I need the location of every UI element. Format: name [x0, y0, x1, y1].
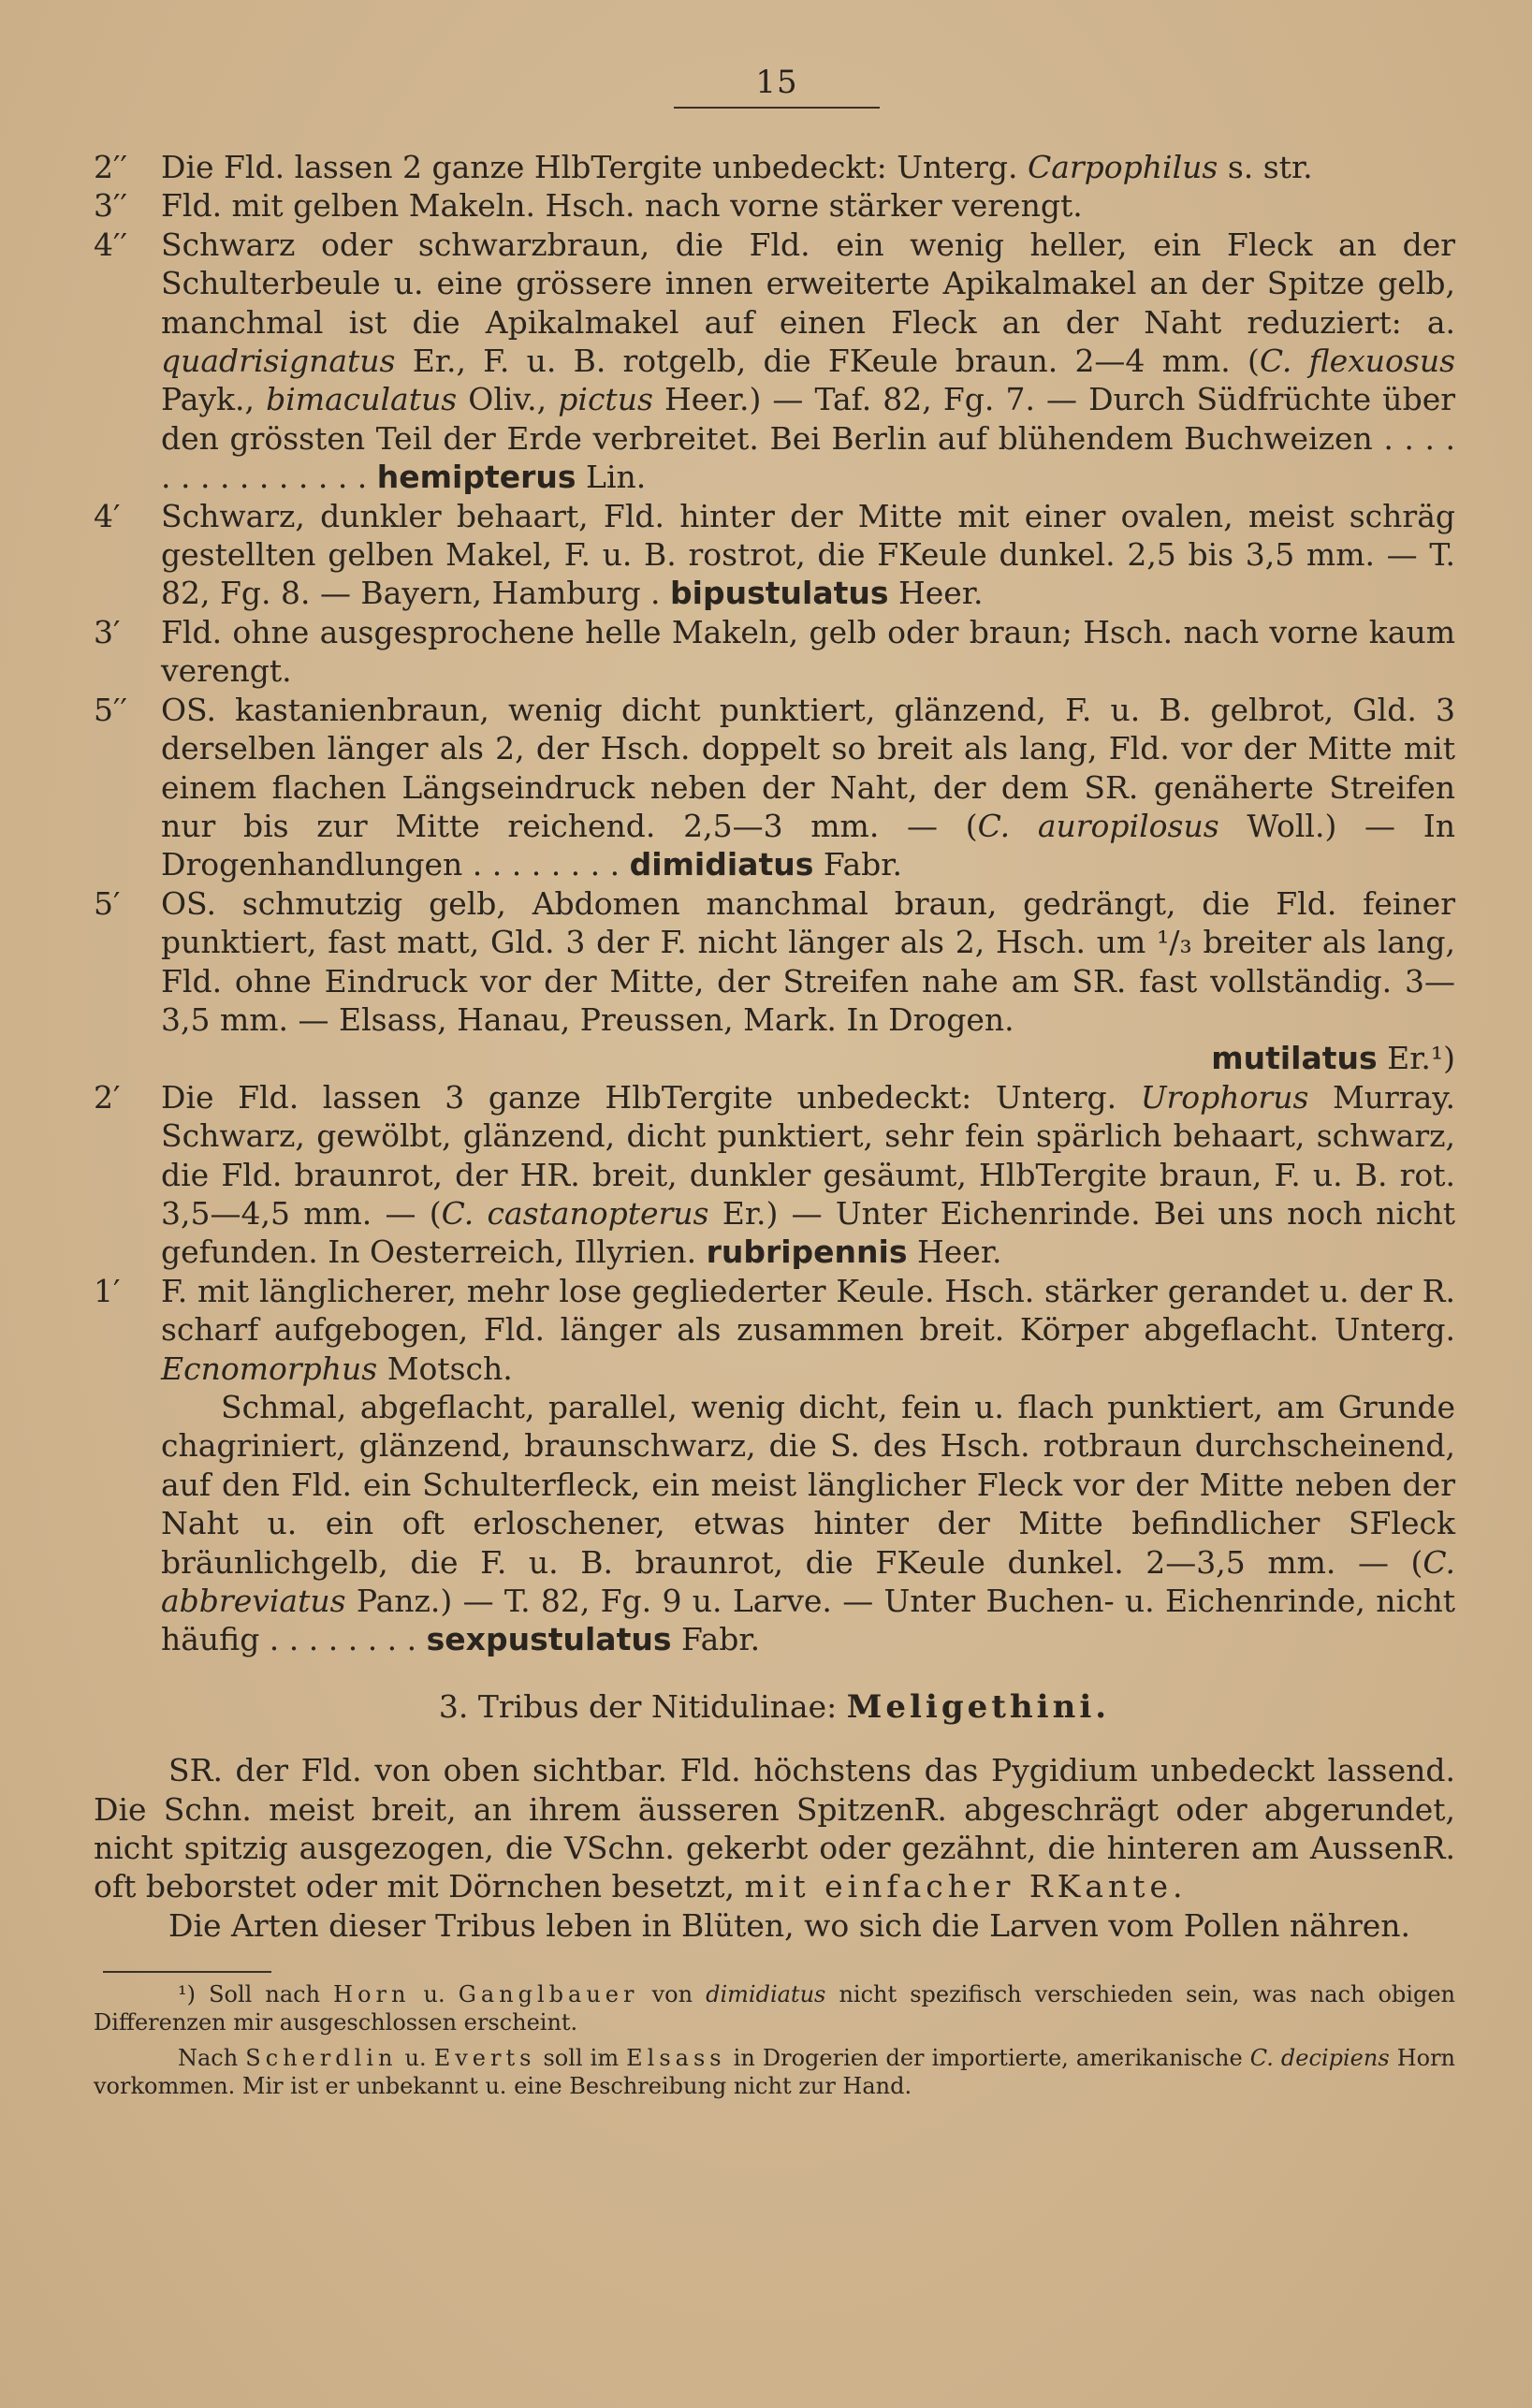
species-name: sexpustulatus — [426, 1621, 672, 1658]
key-entry-5p — [94, 884, 1455, 1078]
entry-number: 3′′ — [94, 187, 127, 225]
species-name: dimidiatus — [629, 846, 814, 883]
entry-text: Murray. Schwarz, gewölbt, glänzend, dicht punktiert, sehr fein spärlich behaart, schwarz, die Fld. braunrot, der HR. breit, dunkler gesäumt, HlbTergite braun, F. u. B. rot. 3,5—4,5 mm. — ( — [161, 1078, 1455, 1232]
author-name: Scherdlin — [245, 2045, 398, 2072]
synonym-name: C. abbreviatus — [161, 1543, 1455, 1620]
entry-text: Schwarz, dunkler behaart, Fld. hinter der Mitte mit einer ovalen, meist schräg gestellten gelben Makel, F. u. B. rostrot, die FKeule dunkel. 2,5 bis 3,5 mm. — T. 82, Fg. 8. — Bayern, Hamburg . — [161, 497, 1455, 612]
entry-text: s. str. — [1218, 149, 1313, 185]
entry-text: Die Fld. lassen 2 ganze HlbTergite unbedeckt: Unterg. — [161, 149, 1028, 185]
synonym-name: C. auropilosus — [977, 807, 1219, 844]
paragraph-text: SR. der Fld. von oben sichtbar. Fld. höchstens das Pygidium unbedeckt lassend. Die Schn. meist breit, an ihrem äusseren SpitzenR. abgeschrägt oder abgerundet, nicht spitzig ausgezogen, die VSchn. gekerbt oder gezähnt, die hinteren am AussenR. oft beborstet oder mit Dörnchen besetzt, — [94, 1752, 1455, 1905]
footnote-2 — [94, 2044, 1455, 2100]
species-name: C. decipiens — [1249, 2045, 1390, 2072]
genus-name: Urophorus — [1140, 1078, 1309, 1116]
tribe-biology — [94, 1906, 1455, 1945]
species-name: rubripennis — [706, 1233, 908, 1271]
entry-text: Woll.) — In Drogenhandlungen . . . . . . . . — [161, 807, 1455, 883]
entry-number: 2′ — [94, 1078, 121, 1116]
genus-name: Carpophilus — [1027, 149, 1218, 185]
entry-number: 3′ — [94, 613, 121, 650]
key-entry-4pp — [94, 226, 1455, 497]
entry-text: Heer. — [888, 575, 984, 612]
synonym-name: C. castanopterus — [441, 1194, 709, 1232]
key-entry-5pp — [94, 691, 1455, 884]
entry-text: Die Fld. lassen 3 ganze HlbTergite unbedeckt: Unterg. — [161, 1078, 1141, 1116]
species-description — [94, 1388, 1455, 1659]
key-entry-2p — [94, 1078, 1455, 1272]
entry-text: Heer. — [907, 1233, 1002, 1271]
species-name: bipustulatus — [670, 575, 889, 612]
entry-text: Panz.) — T. 82, Fg. 9 u. Larve. — Unter Buchen- u. Eichenrinde, nicht häufig . . . . . . . . — [161, 1583, 1455, 1658]
author-name: Ganglbauer — [458, 1981, 639, 2008]
entry-text: Oliv., — [457, 381, 559, 418]
entry-text: Lin. — [576, 459, 647, 496]
entry-number: 2′′ — [94, 149, 127, 185]
entry-text: Motsch. — [377, 1350, 513, 1387]
entry-number: 5′′ — [94, 691, 127, 728]
entry-text: Fabr. — [813, 846, 902, 883]
species-name: mutilatus — [1211, 1040, 1378, 1077]
synonym-name: bimaculatus — [266, 381, 458, 418]
entry-number: 4′′ — [94, 226, 127, 263]
key-entry-4p — [94, 497, 1455, 613]
entry-text: Fld. ohne ausgesprochene helle Makeln, gelb oder braun; Hsch. nach vorne kaum verengt. — [161, 613, 1455, 690]
entry-text: Er.) — Unter Eichenrinde. Bei uns noch nicht gefunden. In Oesterreich, Illyrien. — [161, 1194, 1455, 1271]
entry-text: Fld. mit gelben Makeln. Hsch. nach vorne stärker verengt. — [161, 187, 1083, 225]
genus-name: Ecnomorphus — [161, 1350, 378, 1387]
entry-text: Er.¹) — [1377, 1040, 1455, 1077]
footnote-text: u. — [410, 1981, 459, 2008]
entry-text: OS. schmutzig gelb, Abdomen manchmal braun, gedrängt, die Fld. feiner punktiert, fast matt, Gld. 3 der F. nicht länger als 2, Hsch. um ¹/₃ breiter als lang, Fld. ohne Eindruck vor der Mitte, der Streifen nahe am SR. fast vollständig. 3—3,5 mm. — Elsass, Hanau, Preussen, Mark. In Drogen. — [161, 884, 1455, 1038]
footnote-rule — [103, 1971, 271, 1973]
tribe-heading-prefix: 3. Tribus der Nitidulinae: — [438, 1687, 847, 1725]
page-number-rule — [674, 107, 880, 109]
footnote-1 — [94, 1980, 1455, 2036]
tribe-heading — [94, 1687, 1455, 1727]
key-entry-2pp — [94, 148, 1455, 186]
synonym-name: C. flexuosus — [1259, 343, 1456, 380]
entry-number: 1′ — [94, 1272, 121, 1309]
variety-name: quadrisignatus — [161, 343, 396, 380]
paragraph-text: Die Arten dieser Tribus leben in Blüten, wo sich die Larven vom Pollen nähren. — [168, 1906, 1411, 1944]
key-entry-3p — [94, 613, 1455, 691]
entry-text: Heer.) — Taf. 82, Fg. 7. — Durch Südfrüchte über den grössten Teil der Erde verbreitet. Bei Berlin auf blühendem Buchweizen . . . . . . . . . . . . . . . — [161, 381, 1455, 496]
tribe-heading-title: Meligethini. — [846, 1687, 1111, 1726]
spaced-text: mit einfacher RKante. — [744, 1868, 1188, 1905]
tribe-description — [94, 1751, 1455, 1906]
key-entry-3pp — [94, 186, 1455, 225]
footnote-text: u. — [397, 2045, 434, 2072]
place-name: Elsass — [626, 2045, 726, 2072]
species-line — [161, 1039, 1455, 1077]
entry-text: Fabr. — [671, 1621, 761, 1658]
entry-text: Schmal, abgeflacht, parallel, wenig dicht, fein u. flach punktiert, am Grunde chagriniert, glänzend, braunschwarz, die S. des Hsch. rotbraun durchscheinend, auf den Fld. ein Schulterfleck, ein meist länglicher Fleck vor der Mitte neben der Naht u. ein oft erloschener, etwas hinter der Mitte befindlicher SFleck bräunlichgelb, die F. u. B. braunrot, die FKeule dunkel. 2—3,5 mm. — ( — [161, 1389, 1455, 1581]
species-name: dimidiatus — [706, 1981, 826, 2008]
footnote-text: Horn vorkommen. Mir ist er unbekannt u. eine Beschreibung nicht zur Hand. — [94, 2045, 1456, 2100]
entry-text: Er., F. u. B. rotgelb, die FKeule braun. 2—4 mm. ( — [395, 343, 1260, 380]
footnote-text: nicht spezifisch verschieden sein, was nach obigen Differenzen mir ausgeschlossen erscheint. — [94, 1981, 1455, 2036]
entry-number: 4′ — [94, 497, 121, 534]
species-name: hemipterus — [376, 459, 576, 496]
key-entry-1p — [94, 1272, 1455, 1388]
footnote-text: soll im — [535, 2045, 627, 2072]
page-number: 15 — [755, 64, 798, 101]
synonym-name: pictus — [558, 381, 653, 418]
footnote-text: von — [638, 1981, 707, 2008]
entry-number: 5′ — [94, 884, 121, 922]
document-body — [94, 148, 1455, 2100]
footnote-text: Nach — [178, 2045, 246, 2072]
entry-text: Payk., — [161, 381, 267, 418]
entry-text: F. mit länglicherer, mehr lose gegliederter Keule. Hsch. stärker gerandet u. der R. scharf aufgebogen, Fld. länger als zusammen breit. Körper abgeflacht. Unterg. — [161, 1272, 1455, 1349]
author-name: Horn — [333, 1981, 411, 2008]
entry-text: OS. kastanienbraun, wenig dicht punktiert, glänzend, F. u. B. gelbrot, Gld. 3 derselben länger als 2, der Hsch. doppelt so breit als lang, Fld. vor der Mitte mit einem flachen Längseindruck neben der Naht, der dem SR. genäherte Streifen nur bis zur Mitte reichend. 2,5—3 mm. — ( — [161, 691, 1455, 844]
footnote-text: in Drogerien der importierte, amerikanische — [725, 2045, 1250, 2072]
footnote-text: ¹) Soll nach — [178, 1981, 334, 2008]
author-name: Everts — [433, 2045, 536, 2072]
entry-text: Schwarz oder schwarzbraun, die Fld. ein wenig heller, ein Fleck an der Schulterbeule u. eine grössere innen erweiterte Apikalmakel an der Spitze gelb, manchmal ist die Apikalmakel auf einen Fleck an der Naht reduziert: a. — [161, 226, 1455, 341]
